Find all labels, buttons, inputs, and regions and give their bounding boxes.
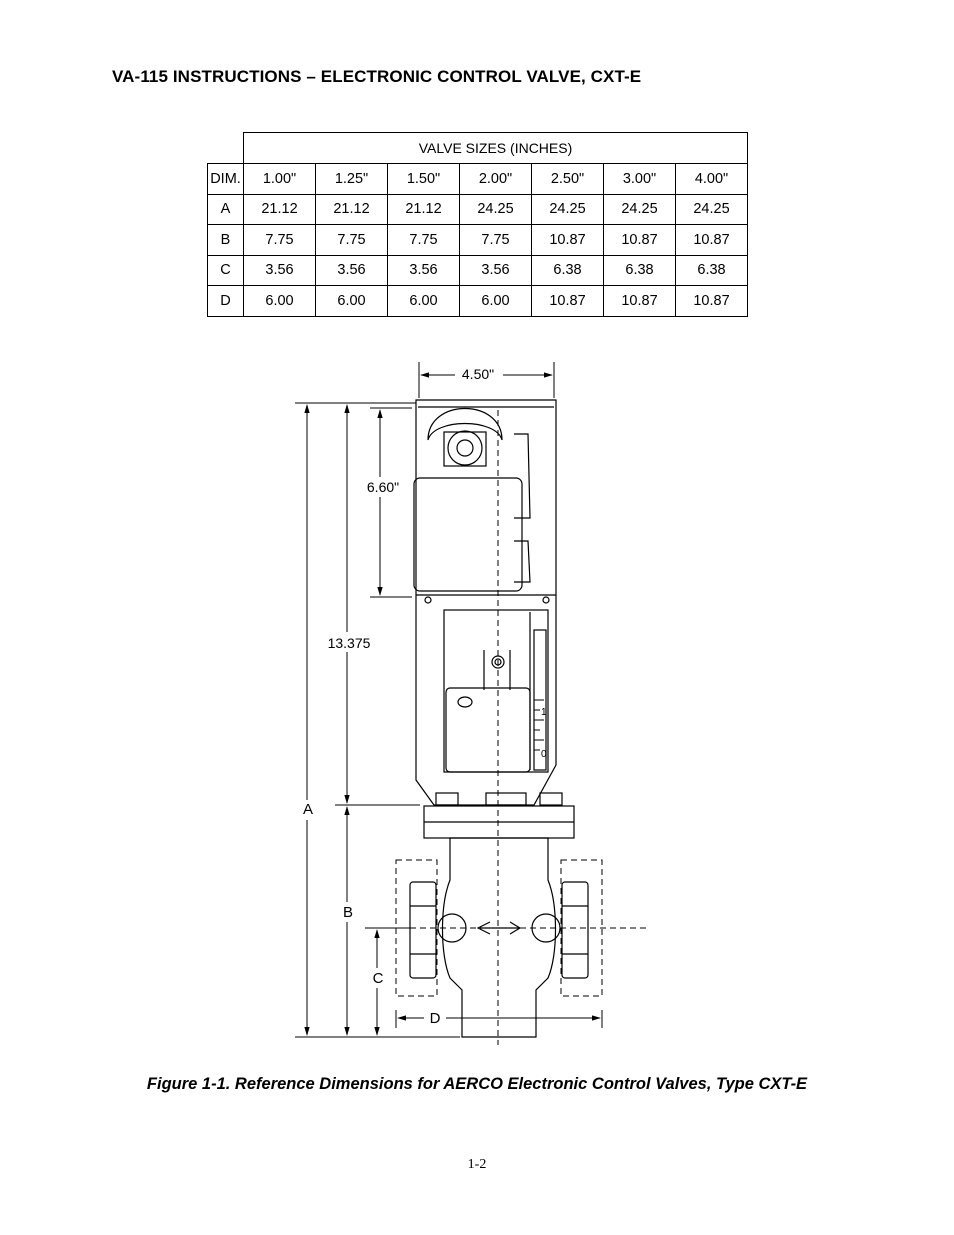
table-cell: 21.12 — [388, 194, 460, 225]
size-header: 2.50" — [532, 164, 604, 195]
width-label: 4.50" — [461, 366, 495, 382]
page-title: VA-115 INSTRUCTIONS – ELECTRONIC CONTROL VALVE, CXT-E — [112, 67, 642, 86]
row-dim-label: C — [208, 255, 244, 286]
table-cell: 10.87 — [604, 286, 676, 317]
scale-label: 0 — [541, 749, 547, 760]
table-cell: 3.56 — [244, 255, 316, 286]
table-cell: 6.00 — [244, 286, 316, 317]
table-cell: 7.75 — [316, 225, 388, 256]
figure-caption: Figure 1-1. Reference Dimensions for AERCO Electronic Control Valves, Type CXT-E — [146, 1075, 808, 1093]
row-dim-label: B — [208, 225, 244, 256]
table-cell: 7.75 — [388, 225, 460, 256]
size-header: 3.00" — [604, 164, 676, 195]
size-header: 1.00" — [244, 164, 316, 195]
dim-b-label: B — [342, 904, 354, 921]
table-cell: 10.87 — [676, 225, 748, 256]
table-cell: 10.87 — [676, 286, 748, 317]
dim-column-header: DIM. — [208, 164, 244, 195]
dim-c-label: C — [372, 970, 384, 987]
size-header: 2.00" — [460, 164, 532, 195]
table-cell: 24.25 — [604, 194, 676, 225]
table-cell: 6.38 — [604, 255, 676, 286]
page-number: 1-2 — [467, 1157, 487, 1172]
dim-d-label: D — [429, 1010, 441, 1027]
table-cell: 10.87 — [532, 225, 604, 256]
table-cell: 24.25 — [460, 194, 532, 225]
table-cell: 6.38 — [532, 255, 604, 286]
table-cell: 3.56 — [388, 255, 460, 286]
size-header: 4.00" — [676, 164, 748, 195]
table-cell: 21.12 — [244, 194, 316, 225]
actuator-height-label: 6.60" — [366, 479, 400, 495]
table-cell: 10.87 — [532, 286, 604, 317]
scale-label: 1 — [541, 707, 547, 718]
table-cell: 7.75 — [460, 225, 532, 256]
size-header: 1.25" — [316, 164, 388, 195]
table-cell: 6.00 — [388, 286, 460, 317]
row-dim-label: A — [208, 194, 244, 225]
table-cell: 21.12 — [316, 194, 388, 225]
overall-height-label: 13.375 — [327, 635, 371, 651]
table-cell: 10.87 — [604, 225, 676, 256]
table-cell: 7.75 — [244, 225, 316, 256]
table-cell: 6.38 — [676, 255, 748, 286]
table-cell: 3.56 — [460, 255, 532, 286]
table-caption: VALVE SIZES (INCHES) — [244, 133, 748, 164]
size-header: 1.50" — [388, 164, 460, 195]
table-cell: 24.25 — [532, 194, 604, 225]
table-cell: 3.56 — [316, 255, 388, 286]
table-cell: 6.00 — [316, 286, 388, 317]
table-cell: 24.25 — [676, 194, 748, 225]
table-cell: 6.00 — [460, 286, 532, 317]
row-dim-label: D — [208, 286, 244, 317]
dim-a-label: A — [302, 801, 314, 818]
